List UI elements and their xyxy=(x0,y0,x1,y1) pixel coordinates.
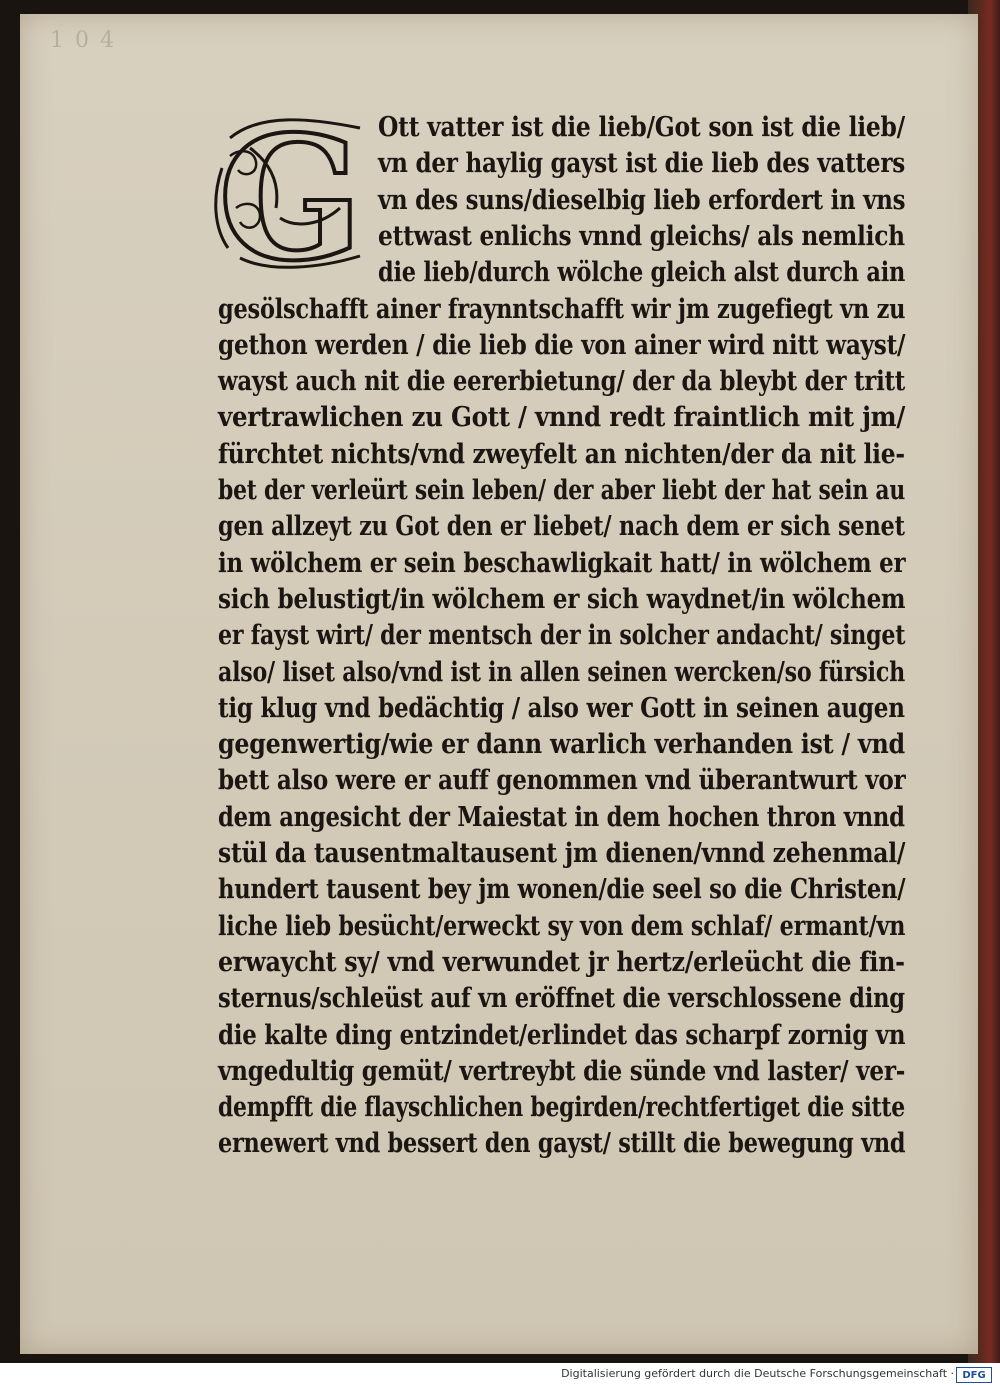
text-line: sich belustigt/in wölchem er sich waydnet/in wölchem xyxy=(218,582,906,615)
text-line: fürchtet nichts/vnd zweyfelt an nichten/der da nit lie- xyxy=(218,437,905,470)
page-mark: 1 0 4 xyxy=(50,28,116,53)
text-line: stül da tausentmaltausent jm dienen/vnnd zehenmal/ xyxy=(218,837,906,869)
text-line: hundert tausent bey jm wonen/die seel so die Christen/ xyxy=(218,873,906,906)
text-line: dempfft die flayschlichen begirden/rechtfertiget die sitte xyxy=(218,1091,905,1124)
text-line: sternus/schleüst auf vn eröffnet die verschlossene ding xyxy=(218,982,905,1015)
text-line: ettwast enlichs vnnd gleichs/ als nemlich xyxy=(378,219,905,252)
text-line: in wölchem er sein beschawligkait hatt/ in wölchem er xyxy=(218,546,906,579)
text-line: die lieb/durch wölche gleich alst durch ain xyxy=(378,256,906,289)
text-line: dem angesicht der Maiestat in dem hochen thron vnnd xyxy=(218,800,905,833)
text-line: gethon werden / die lieb die von ainer wird nitt wayst/ xyxy=(218,328,906,361)
text-line: vn der haylig gayst ist die lieb des vatters xyxy=(378,147,906,180)
text-line: gesölschafft ainer fraynntschafft wir jm zugefiegt vn zu xyxy=(218,292,906,325)
decorated-initial xyxy=(210,108,368,276)
text-line: die kalte ding entzindet/erlindet das scharpf zornig vn xyxy=(218,1018,906,1051)
text-line: bett also were er auff genommen vnd überantwurt vor xyxy=(218,764,906,797)
dfg-logo: DFG xyxy=(956,1367,992,1383)
text-line: ernewert vnd bessert den gayst/ stillt die bewegung vnd xyxy=(218,1127,906,1160)
text-line: bet der verleürt sein leben/ der aber liebt der hat sein au xyxy=(218,474,905,506)
text-line: er fayst wirt/ der mentsch der in solcher andacht/ singet xyxy=(218,619,906,652)
footer-credit: Digitalisierung gefördert durch die Deutsche Forschungsgemeinschaft · xyxy=(561,1367,954,1380)
footer-bar xyxy=(0,1363,1000,1385)
text-line: vertrawlichen zu Gott / vnnd redt fraintlich mit jm/ xyxy=(218,401,906,434)
initial-letter: G xyxy=(218,108,364,276)
text-line: tig klug vnd bedächtig / also wer Gott in seinen augen xyxy=(218,691,905,724)
text-line: gegenwertig/wie er dann warlich verhanden ist / vnd xyxy=(218,728,905,761)
text-line: wayst auch nit die eererbietung/ der da bleybt der tritt xyxy=(218,365,906,398)
text-line: vn des suns/dieselbig lieb erfordert in vns xyxy=(378,183,906,216)
text-line: liche lieb besücht/erweckt sy von dem schlaf/ ermant/vn xyxy=(218,909,906,942)
text-line: gen allzeyt zu Got den er liebet/ nach dem er sich senet xyxy=(218,510,905,543)
text-line: erwaycht sy/ vnd verwundet jr hertz/erleücht die fin- xyxy=(218,945,905,978)
text-line: Ott vatter ist die lieb/Got son ist die lieb/ xyxy=(378,111,905,143)
text-line: also/ liset also/vnd ist in allen seinen wercken/so fürsich xyxy=(218,655,905,688)
text-line: vngedultig gemüt/ vertreybt die sünde vnd laster/ ver- xyxy=(218,1054,906,1087)
